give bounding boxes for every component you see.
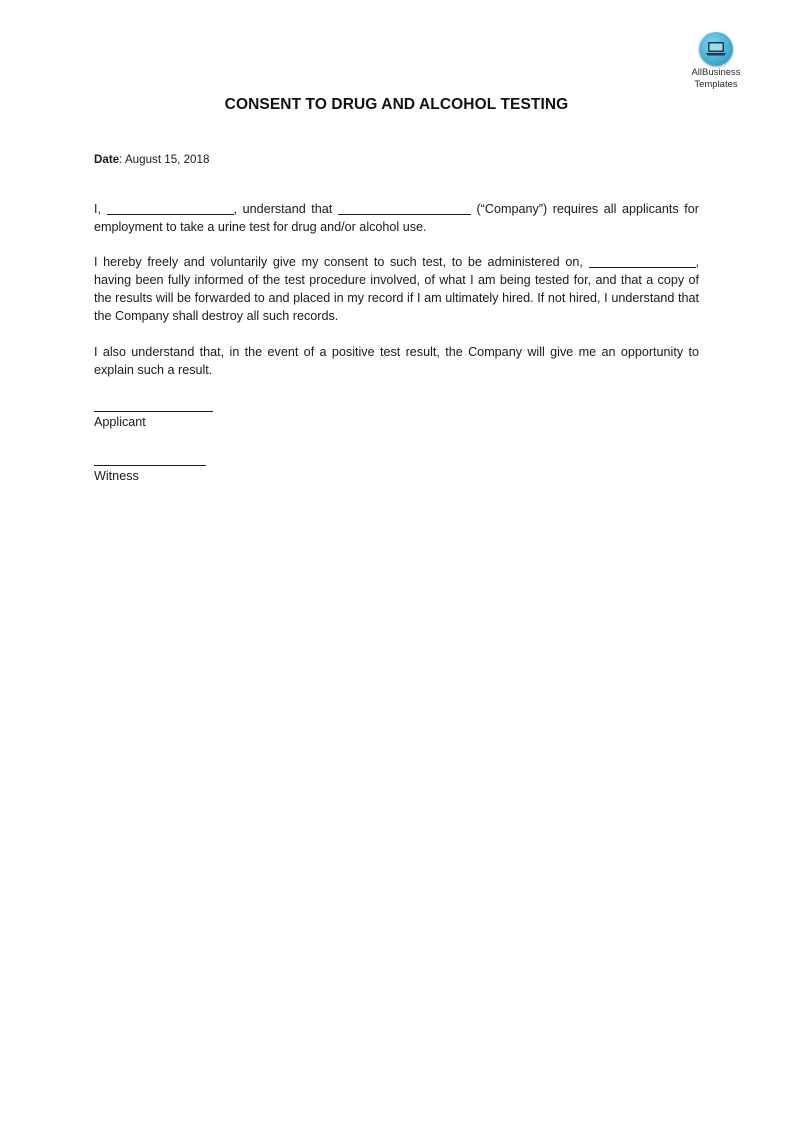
brand-name-line1: AllBusiness (691, 67, 741, 78)
applicant-name-blank[interactable] (107, 201, 234, 215)
witness-label: Witness (94, 469, 139, 483)
paragraph-positive-result: I also understand that, in the event of a positive test result, the Company will give me an opportunity to explain such a result. (94, 345, 699, 377)
p1-text-end: (“Company”) requires all applicants for employment to take a urine test for drug and/or alcohol use. (94, 202, 699, 234)
date-line (94, 153, 209, 166)
date-label: Date (94, 153, 120, 166)
witness-signature-line[interactable] (94, 456, 206, 466)
witness-signature-block (94, 456, 206, 483)
applicant-signature-block (94, 402, 213, 429)
brand-logo (676, 32, 756, 90)
company-name-blank[interactable] (338, 201, 471, 215)
laptop-icon (699, 32, 733, 66)
test-date-blank[interactable] (589, 254, 696, 268)
paragraph-consent-intro (94, 200, 699, 236)
applicant-label: Applicant (94, 415, 146, 429)
paragraph-consent-terms (94, 253, 699, 325)
p2-text-end: , having been fully informed of the test procedure involved, of what I am being tested for, and that a copy of the results will be forwarded to and placed in my record if I am ultimately hired. If not hired, I understand that the Company shall destroy all such records. (94, 255, 699, 323)
p2-text-start: I hereby freely and voluntarily give my consent to such test, to be administered on, (94, 255, 589, 269)
p1-text-middle: , understand that (233, 202, 338, 216)
document-title: CONSENT TO DRUG AND ALCOHOL TESTING (224, 96, 569, 113)
p1-text-start: I, (94, 202, 107, 216)
applicant-signature-line[interactable] (94, 402, 213, 412)
brand-name-line2: Templates (694, 79, 738, 90)
date-value: : August 15, 2018 (119, 153, 210, 166)
